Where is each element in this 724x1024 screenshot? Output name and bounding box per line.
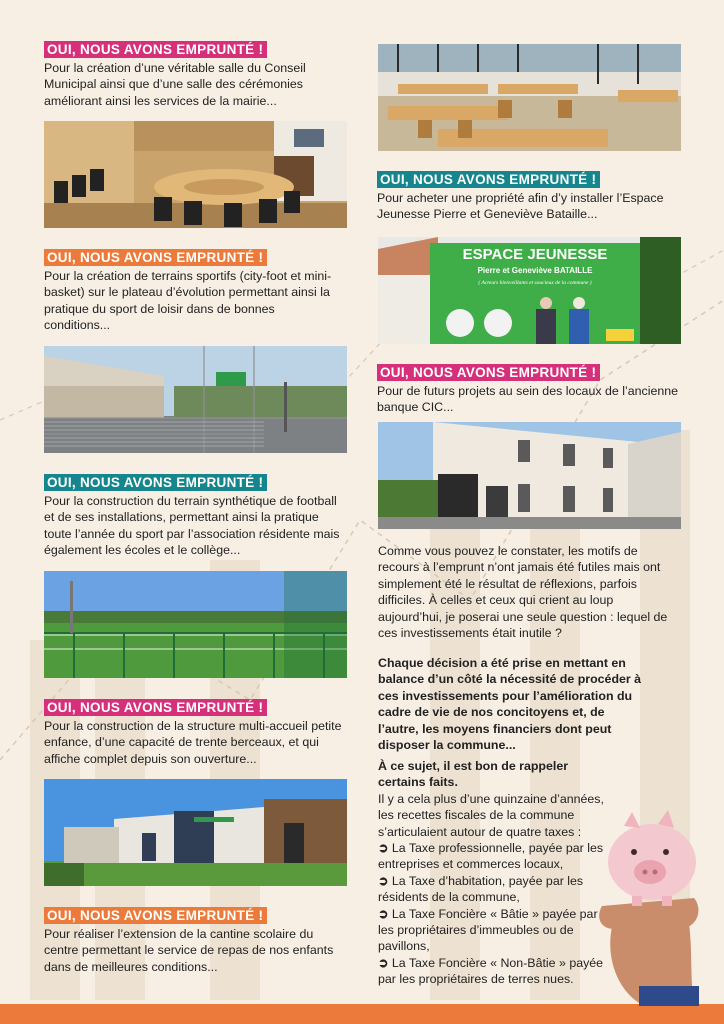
- tax-text: La Taxe Foncière « Non-Bâtie » payée par les propriétaires de terres nues.: [378, 955, 604, 987]
- espace-jeunesse-photo: [378, 237, 681, 344]
- item-text: Pour réaliser l’extension de la cantine scolaire du centre permettant le service de repas de nos enfants dans de meilleures conditions...: [44, 927, 334, 974]
- cic-building-photo: [378, 422, 681, 529]
- left-item-1: [44, 41, 344, 109]
- council-room-photo: [44, 121, 347, 228]
- paragraph-heading: À ce sujet, il est bon de rappeler certains faits.: [378, 759, 569, 790]
- paragraph-3: [378, 758, 610, 988]
- tax-text: La Taxe Foncière « Bâtie » payée par les propriétaires d’immeubles ou de pavillons,: [378, 906, 598, 954]
- item-text: Pour la construction du terrain synthétique de football et de ses installations, permettant ainsi la pratique toute l’année du sport par l’association résidente mais également les écoles et le collège...: [44, 494, 340, 558]
- city-foot-photo: [44, 346, 347, 453]
- sign-logo-1: [446, 309, 474, 337]
- paragraph-text: Il y a cela plus d’une quinzaine d’années, les recettes fiscales de la commune s’articulaient autour de quatre taxes :: [378, 791, 604, 839]
- tax-item: [378, 906, 610, 955]
- football-field-photo: [44, 571, 347, 678]
- item-tag: OUI, NOUS AVONS EMPRUNTÉ !: [44, 907, 267, 924]
- item-tag: OUI, NOUS AVONS EMPRUNTÉ !: [44, 474, 267, 491]
- item-text: Pour acheter une propriété afin d’y installer l’Espace Jeunesse Pierre et Geneviève Bataille...: [377, 191, 664, 222]
- arrow-bullet-icon: ➲: [378, 906, 389, 921]
- item-tag: OUI, NOUS AVONS EMPRUNTÉ !: [44, 249, 267, 266]
- sign-subtitle: Pierre et Geneviève BATAILLE: [477, 266, 593, 275]
- paragraph-1: [378, 543, 678, 641]
- item-tag: OUI, NOUS AVONS EMPRUNTÉ !: [44, 699, 267, 716]
- item-tag: OUI, NOUS AVONS EMPRUNTÉ !: [377, 364, 600, 381]
- cantine-photo: [378, 44, 681, 151]
- paragraph-2: [378, 655, 648, 753]
- sign-title: ESPACE JEUNESSE: [462, 246, 608, 263]
- item-text: Pour la création d’une véritable salle du Conseil Municipal ainsi que d’une salle des cérémonies améliorant ainsi les services de la mairie...: [44, 61, 306, 108]
- item-tag: OUI, NOUS AVONS EMPRUNTÉ !: [44, 41, 267, 58]
- left-item-4: [44, 699, 347, 767]
- piggy-bank-icon: [594, 810, 706, 1006]
- sign-logo-2: [484, 309, 512, 337]
- right-item-2: [377, 364, 687, 416]
- left-item-3: [44, 474, 344, 559]
- tax-text: La Taxe professionnelle, payée par les entreprises et commerces locaux,: [378, 841, 604, 872]
- tax-text: La Taxe d’habitation, payée par les résidents de la commune,: [378, 873, 584, 905]
- multi-accueil-photo: [44, 779, 347, 886]
- tax-list: [378, 840, 610, 988]
- item-tag: OUI, NOUS AVONS EMPRUNTÉ !: [377, 171, 600, 188]
- sign-tagline: ( Acteurs bienveillants et soucieux de la commune ): [478, 280, 592, 286]
- right-item-1: [377, 171, 687, 223]
- arrow-bullet-icon: ➲: [378, 873, 389, 888]
- item-text: Pour la création de terrains sportifs (city-foot et mini-basket) sur le plateau d’évolution permettant ainsi la pratique du sport de loisir dans de bonnes conditions...: [44, 269, 332, 333]
- tax-item: [378, 955, 610, 988]
- paragraph-text: Comme vous pouvez le constater, les motifs de recours à l’emprunt n’ont jamais été futiles mais ont simplement été le résultat de réflexions, parfois difficiles. À celles et ceux qui crient au loup aujourd’hui, je poserai une seule question : lequel de ces investissements était inutile ?: [378, 544, 668, 641]
- arrow-bullet-icon: ➲: [378, 955, 389, 970]
- item-text: Pour de futurs projets au sein des locaux de l’ancienne banque CIC...: [377, 384, 679, 415]
- item-text: Pour la construction de la structure multi-accueil petite enfance, d’une capacité de trente berceaux, et qui affiche complet depuis son ouverture...: [44, 719, 342, 766]
- arrow-bullet-icon: ➲: [378, 841, 389, 856]
- tax-item: [378, 840, 610, 873]
- left-item-2: [44, 249, 344, 334]
- left-item-5: [44, 907, 347, 975]
- paragraph-bold-text: Chaque décision a été prise en mettant en balance d’un côté la nécessité de procéder à ces investissements pour l’amélioration du cadre de vie de nos concitoyens et, de l’autre, les moyens financiers dont peut disposer la commune...: [378, 656, 642, 753]
- footer-bar: [0, 1004, 724, 1024]
- tax-item: [378, 873, 610, 906]
